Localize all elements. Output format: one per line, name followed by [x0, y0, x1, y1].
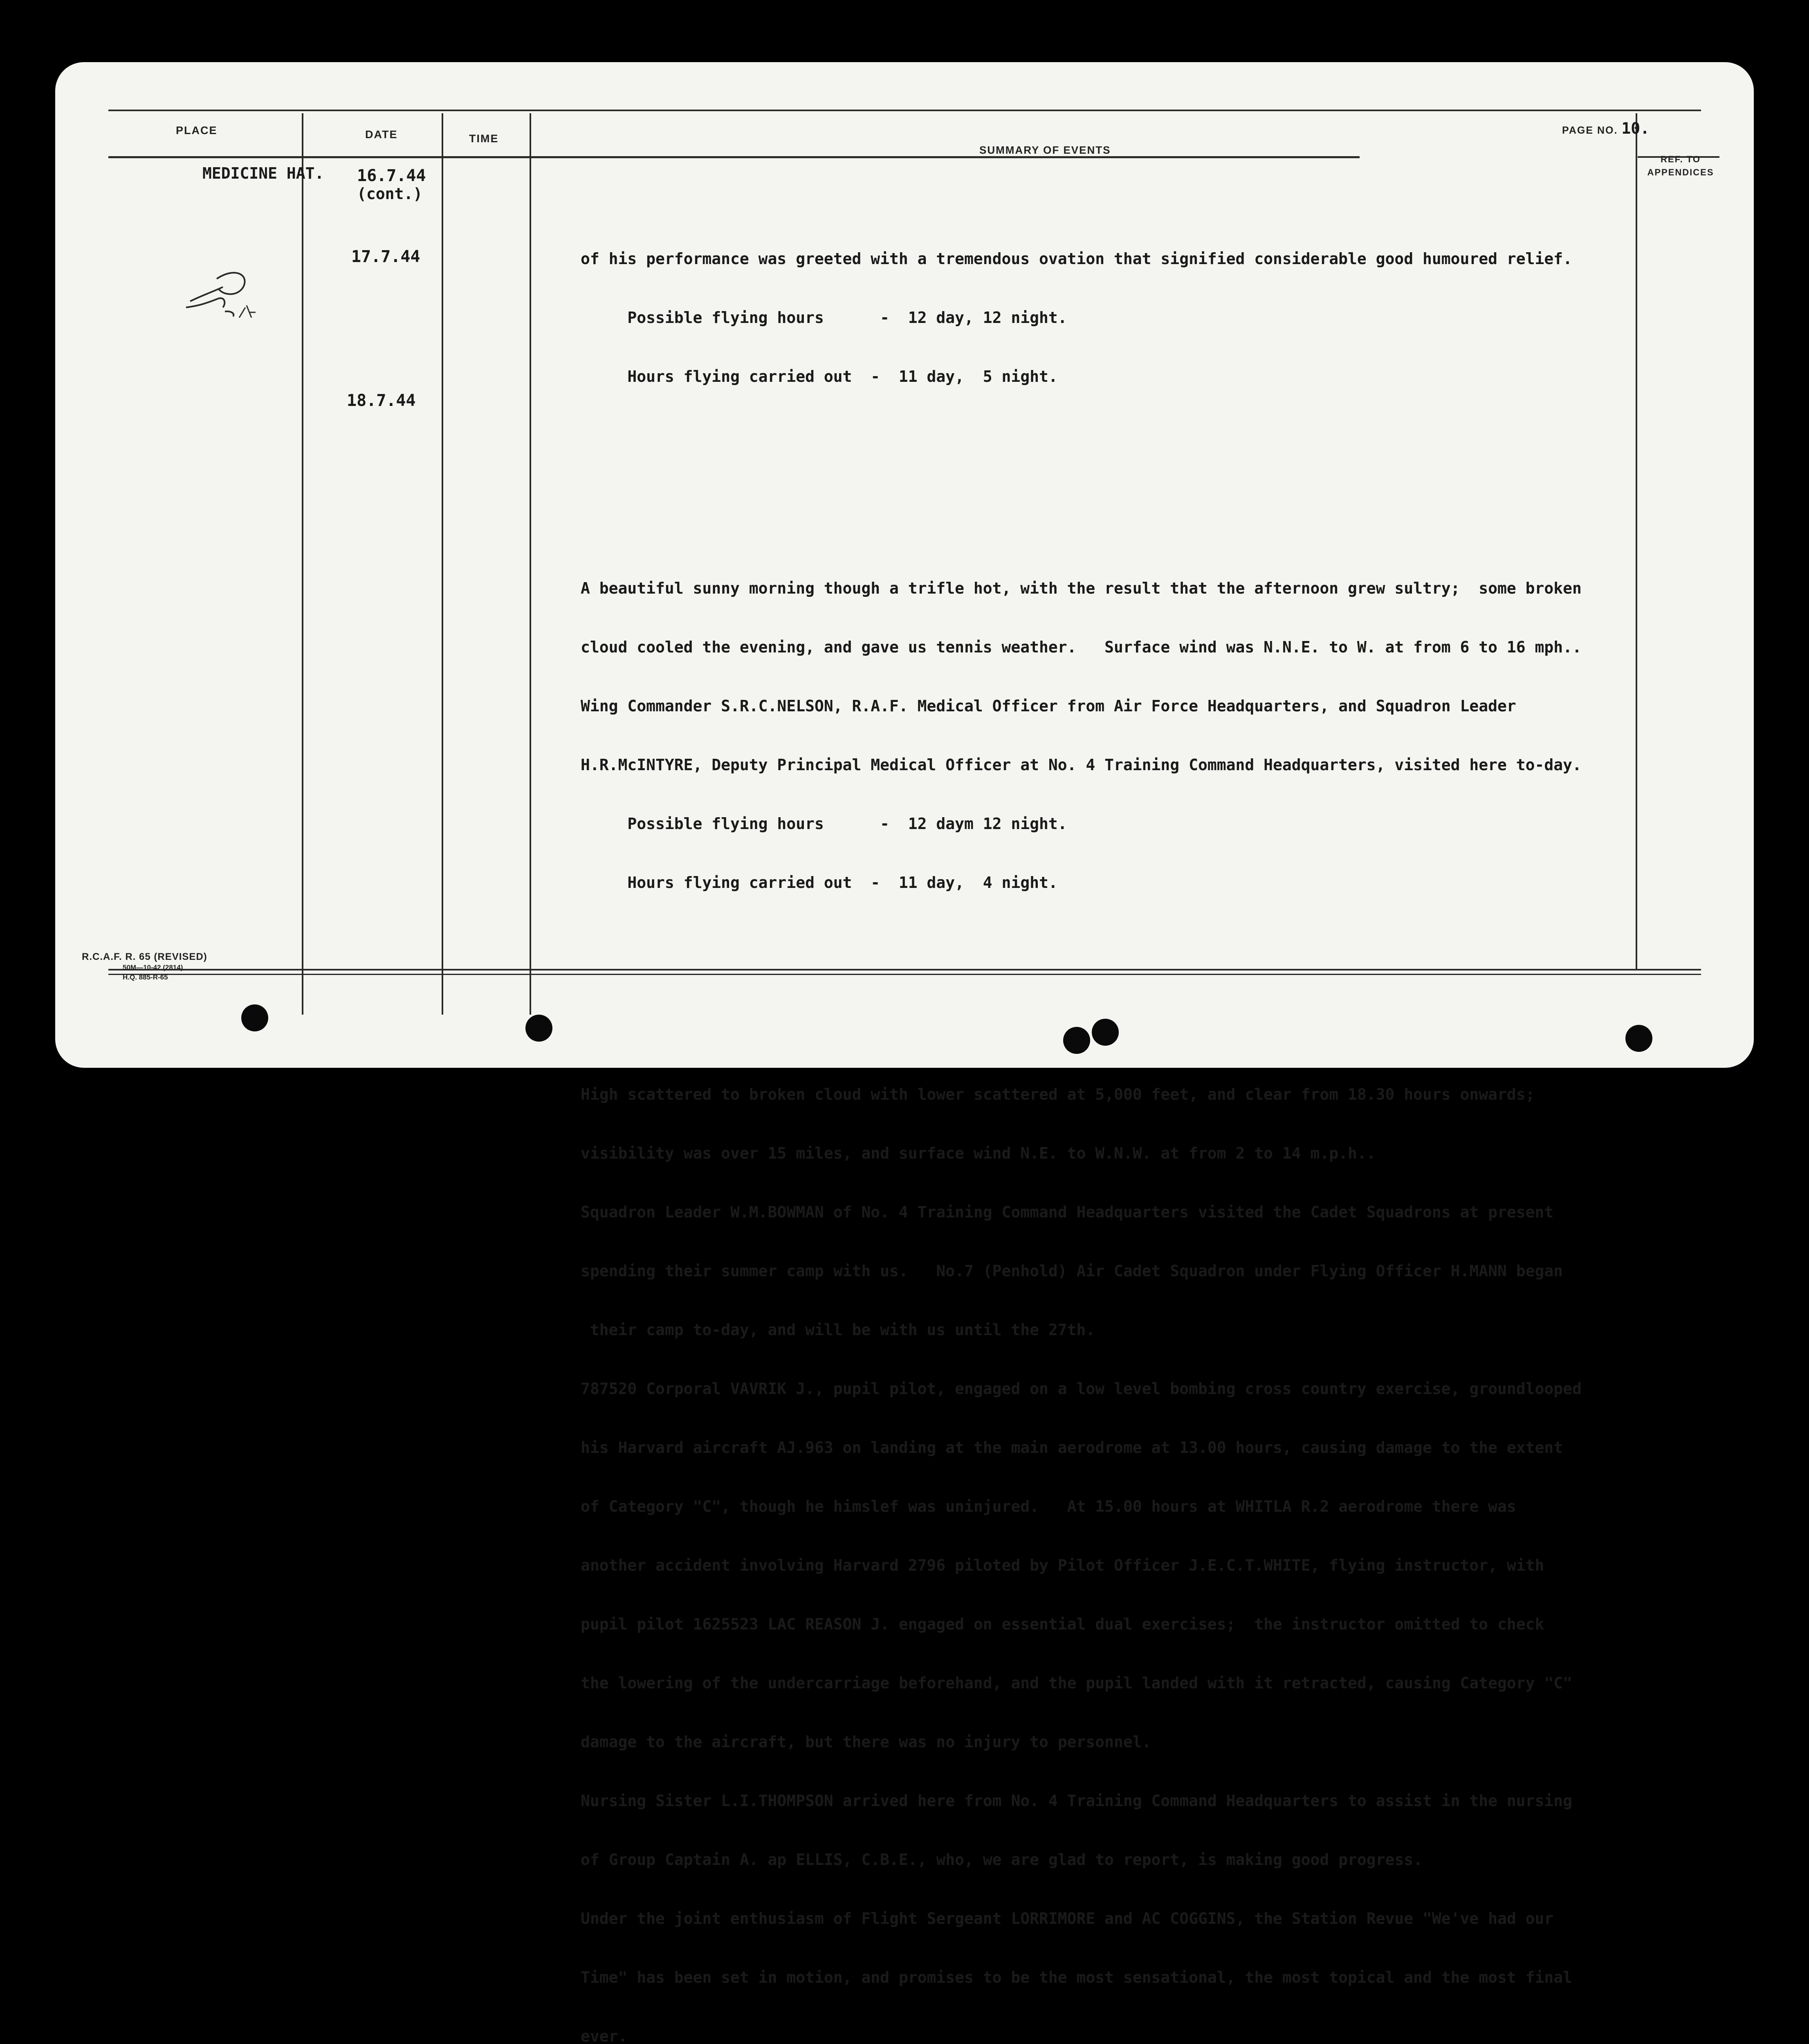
divider-place-date — [302, 113, 303, 1015]
punch-hole — [241, 1004, 268, 1031]
entry-line: another accident involving Harvard 2796 piloted by Pilot Officer J.E.C.T.WHITE, flying instructor, with — [581, 1556, 1544, 1574]
form-file-code: H.Q. 885-R-65 — [123, 973, 168, 981]
ref-appendices-header: REF. TO APPENDICES — [1647, 154, 1714, 177]
place-header: PLACE — [176, 124, 218, 137]
entry-line: High scattered to broken cloud with lower scattered at 5,000 feet, and clear from 18.30 hours onwards; — [581, 1085, 1535, 1103]
entry-line: his Harvard aircraft AJ.963 on landing at the main aerodrome at 13.00 hours, causing damage to the extent — [581, 1439, 1563, 1457]
entry-line: Hours flying carried out - 11 day, 5 night. — [581, 368, 1058, 385]
entry-line: of Group Captain A. ap ELLIS, C.B.E., who, we are glad to report, is making good progress. — [581, 1851, 1423, 1869]
entry-line: Wing Commander S.R.C.NELSON, R.A.F. Medical Officer from Air Force Headquarters, and Squadron Leader — [581, 697, 1516, 715]
entry-16-text — [581, 210, 1652, 426]
divider-time-summary — [530, 113, 531, 1015]
entry-line: 787520 Corporal VAVRIK J., pupil pilot, engaged on a low level bombing cross country exercise, groundlooped — [581, 1380, 1582, 1398]
entry-line: Possible flying hours - 12 day, 12 night. — [581, 309, 1067, 327]
entry-line: cloud cooled the evening, and gave us tennis weather. Surface wind was N.N.E. to W. at from 6 to 16 mph.. — [581, 638, 1582, 656]
handwritten-initials — [178, 262, 268, 332]
punch-hole — [1063, 1027, 1090, 1054]
page-number-label: PAGE NO. 10. — [1562, 119, 1650, 137]
date-cell-16: 16.7.44 — [357, 166, 426, 185]
entry-line: pupil pilot 1625523 LAC REASON J. engaged on essential dual exercises; the instructor omitted to check — [581, 1615, 1544, 1633]
date-cell-18: 18.7.44 — [347, 391, 416, 410]
entry-line: the lowering of the undercarriage beforehand, and the pupil landed with it retracted, causing Category "C" — [581, 1674, 1573, 1692]
summary-body — [581, 170, 1652, 2044]
entry-line: spending their summer camp with us. No.7 (Penhold) Air Cadet Squadron under Flying Officer H.MANN began — [581, 1262, 1563, 1280]
entry-line: ever. — [581, 2027, 628, 2044]
form-number — [82, 951, 207, 982]
time-header: TIME — [469, 132, 499, 145]
date-header: DATE — [365, 128, 398, 141]
entry-line: Under the joint enthusiasm of Flight Sergeant LORRIMORE and AC COGGINS, the Station Revue "We've had our — [581, 1910, 1554, 1927]
entry-18-text — [581, 1045, 1652, 2044]
entry-line: of his performance was greeted with a tremendous ovation that signified considerable good humoured relief. — [581, 250, 1573, 268]
document-card — [55, 62, 1754, 2044]
place-cell: MEDICINE HAT. — [202, 164, 324, 182]
punch-hole — [525, 1015, 552, 1042]
entry-line: Squadron Leader W.M.BOWMAN of No. 4 Training Command Headquarters visited the Cadet Squadrons at present — [581, 1203, 1554, 1221]
entry-line: H.R.McINTYRE, Deputy Principal Medical Officer at No. 4 Training Command Headquarters, visited here to-day. — [581, 756, 1582, 774]
punch-hole — [1092, 1019, 1119, 1046]
entry-line: Nursing Sister L.I.THOMPSON arrived here from No. 4 Training Command Headquarters to assist in the nursing — [581, 1792, 1573, 1810]
entry-line: A beautiful sunny morning though a trifle hot, with the result that the afternoon grew sultry; some broken — [581, 579, 1582, 597]
entry-line: damage to the aircraft, but there was no injury to personnel. — [581, 1733, 1151, 1751]
entry-line: visibility was over 15 miles, and surface wind N.E. to W.N.W. at from 2 to 14 m.p.h.. — [581, 1144, 1376, 1162]
date-cell-17: 17.7.44 — [351, 247, 420, 266]
punch-hole — [1625, 1025, 1652, 1052]
date-cell-16-cont: (cont.) — [357, 185, 423, 203]
form-code: R.C.A.F. R. 65 (REVISED) — [82, 951, 207, 962]
entry-17-text — [581, 539, 1652, 932]
header-rule — [108, 156, 1360, 158]
page-number: 10. — [1621, 119, 1650, 137]
divider-date-time — [442, 113, 443, 1015]
summary-header: SUMMARY OF EVENTS — [979, 144, 1111, 156]
entry-line: of Category "C", though he himslef was uninjured. At 15.00 hours at WHITLA R.2 aerodrome there was — [581, 1497, 1516, 1515]
entry-line: Hours flying carried out - 11 day, 4 night. — [581, 874, 1058, 892]
entry-line: their camp to-day, and will be with us until the 27th. — [581, 1321, 1095, 1339]
entry-line: Time" has been set in motion, and promises to be the most sensational, the most topical and the most final — [581, 1968, 1573, 1986]
form-print-code: 50M—10-42 (2814) — [123, 964, 183, 971]
top-rule — [108, 110, 1701, 111]
entry-line: Possible flying hours - 12 daym 12 night. — [581, 815, 1067, 833]
